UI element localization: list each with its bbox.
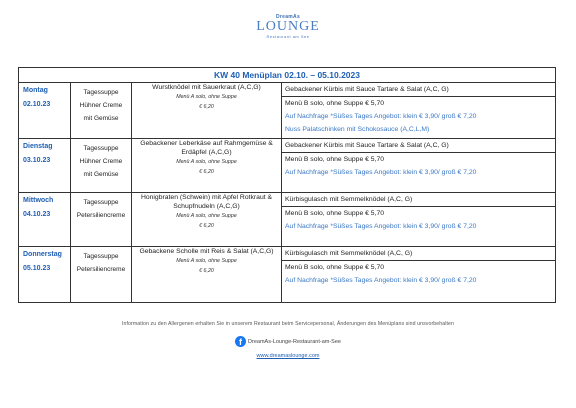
soup-cell [71, 139, 132, 193]
facebook-icon: f [235, 336, 246, 347]
soup-cell [71, 83, 132, 139]
soup-line: Petersiliencreme [76, 212, 126, 219]
main-dish-note: Menü A solo, ohne Suppe [176, 213, 237, 219]
main-dish-note: Menü A solo, ohne Suppe [176, 258, 237, 264]
soup-line: Hühner Creme [79, 102, 123, 109]
day-cell [19, 139, 71, 193]
main-dish-price: € 6,20 [199, 104, 214, 110]
main-dish-price: € 6,20 [199, 268, 214, 274]
main-dish-cell [132, 247, 282, 303]
soup-line: Petersiliencreme [76, 266, 126, 273]
alternative-dish-cell [282, 83, 556, 139]
main-dish-cell [132, 83, 282, 139]
day-cell [19, 83, 71, 139]
main-dish-name: Wurstknödel mit Sauerkraut (A,C,G) [152, 84, 261, 91]
allergen-info-text: Information zu den Allergenen erhalten Sie in unserem Restaurant beim Servicepersonal, Änderungen des Menüplans sind unsvorbehalten [121, 321, 455, 327]
menu-title: KW 40 Menüplan 02.10. – 05.10.2023 [19, 68, 556, 83]
soup-line: Hühner Creme [79, 158, 123, 165]
alt-dish-line: Auf Nachfrage *Süßes Tages Angebot: klein € 3,90/ groß € 7,20 [285, 223, 477, 230]
day-date: 04.10.23 [23, 211, 51, 218]
day-cell [19, 193, 71, 247]
day-date: 03.10.23 [23, 157, 51, 164]
alt-dish-line: Gebackener Kürbis mit Sauce Tartare & Salat (A,C, G) [282, 139, 555, 153]
soup-line: Tagessuppe [83, 253, 119, 260]
soup-line: mit Gemüse [83, 171, 119, 178]
menu-title-row [19, 68, 556, 83]
logo-sub-text: Restaurant am See [266, 34, 310, 39]
soup-cell [71, 247, 132, 303]
main-dish-cell [132, 193, 282, 247]
alt-dish-line: Auf Nachfrage *Süßes Tages Angebot: klein € 3,90/ groß € 7,20 [285, 277, 477, 284]
alternative-dish-cell [282, 139, 556, 193]
restaurant-logo [0, 14, 576, 39]
day-name: Donnerstag [23, 251, 62, 258]
weekly-menu-table [18, 67, 556, 303]
day-row [19, 193, 556, 247]
main-dish-price: € 6,20 [199, 169, 214, 175]
alt-dish-line: Kürbisgulasch mit Semmelknödel (A,C, G) [282, 193, 555, 207]
alt-dish-line: Auf Nachfrage *Süßes Tages Angebot: klein € 3,90/ groß € 7,20 [285, 113, 477, 120]
main-dish-note: Menü A solo, ohne Suppe [176, 94, 237, 100]
facebook-link[interactable] [0, 336, 576, 347]
main-dish-name: Gebackene Scholle mit Reis & Salat (A,C,G) [139, 248, 274, 255]
day-row [19, 139, 556, 193]
main-dish-note: Menü A solo, ohne Suppe [176, 159, 237, 165]
logo-top-text: DreamAs [275, 14, 301, 20]
facebook-page-name: DreamAs-Lounge-Restaurant-am-See [248, 338, 341, 345]
alt-dish-line: Menü B solo, ohne Suppe € 5,70 [285, 156, 385, 163]
alt-dish-line: Kürbisgulasch mit Semmelknödel (A,C, G) [282, 247, 555, 261]
main-dish-name: Gebackener Leberkäse auf Rahmgemüse & Erdäpfel (A,C,G) [140, 140, 273, 156]
day-cell [19, 247, 71, 303]
soup-line: Tagessuppe [83, 199, 119, 206]
alt-dish-line: Menü B solo, ohne Suppe € 5,70 [285, 100, 385, 107]
main-dish-price: € 6,20 [199, 223, 214, 229]
logo-main-text: LOUNGE [256, 19, 320, 34]
day-date: 05.10.23 [23, 265, 51, 272]
soup-line: mit Gemüse [83, 115, 119, 122]
alt-dish-line: Gebackener Kürbis mit Sauce Tartare & Salat (A,C, G) [282, 83, 555, 97]
soup-cell [71, 193, 132, 247]
main-dish-name: Honigbraten (Schwein) mit Apfel Rotkraut & Schupfnudeln (A,C,G) [140, 194, 273, 210]
soup-line: Tagessuppe [83, 89, 119, 96]
day-row [19, 83, 556, 139]
alt-dish-line: Menü B solo, ohne Suppe € 5,70 [285, 210, 385, 217]
alt-dish-line: Nuss Palatschinken mit Schokosauce (A,C,L,M) [285, 126, 430, 133]
alternative-dish-cell [282, 193, 556, 247]
day-row [19, 247, 556, 303]
day-date: 02.10.23 [23, 101, 51, 108]
day-name: Dienstag [23, 143, 53, 150]
day-name: Mittwoch [23, 197, 54, 204]
alt-dish-line: Menü B solo, ohne Suppe € 5,70 [285, 264, 385, 271]
soup-line: Tagessuppe [83, 145, 119, 152]
website-link[interactable]: www.dreamaslounge.com [256, 353, 320, 359]
main-dish-cell [132, 139, 282, 193]
alternative-dish-cell [282, 247, 556, 303]
day-name: Montag [23, 87, 48, 94]
alt-dish-line: Auf Nachfrage *Süßes Tages Angebot: klein € 3,90/ groß € 7,20 [285, 169, 477, 176]
